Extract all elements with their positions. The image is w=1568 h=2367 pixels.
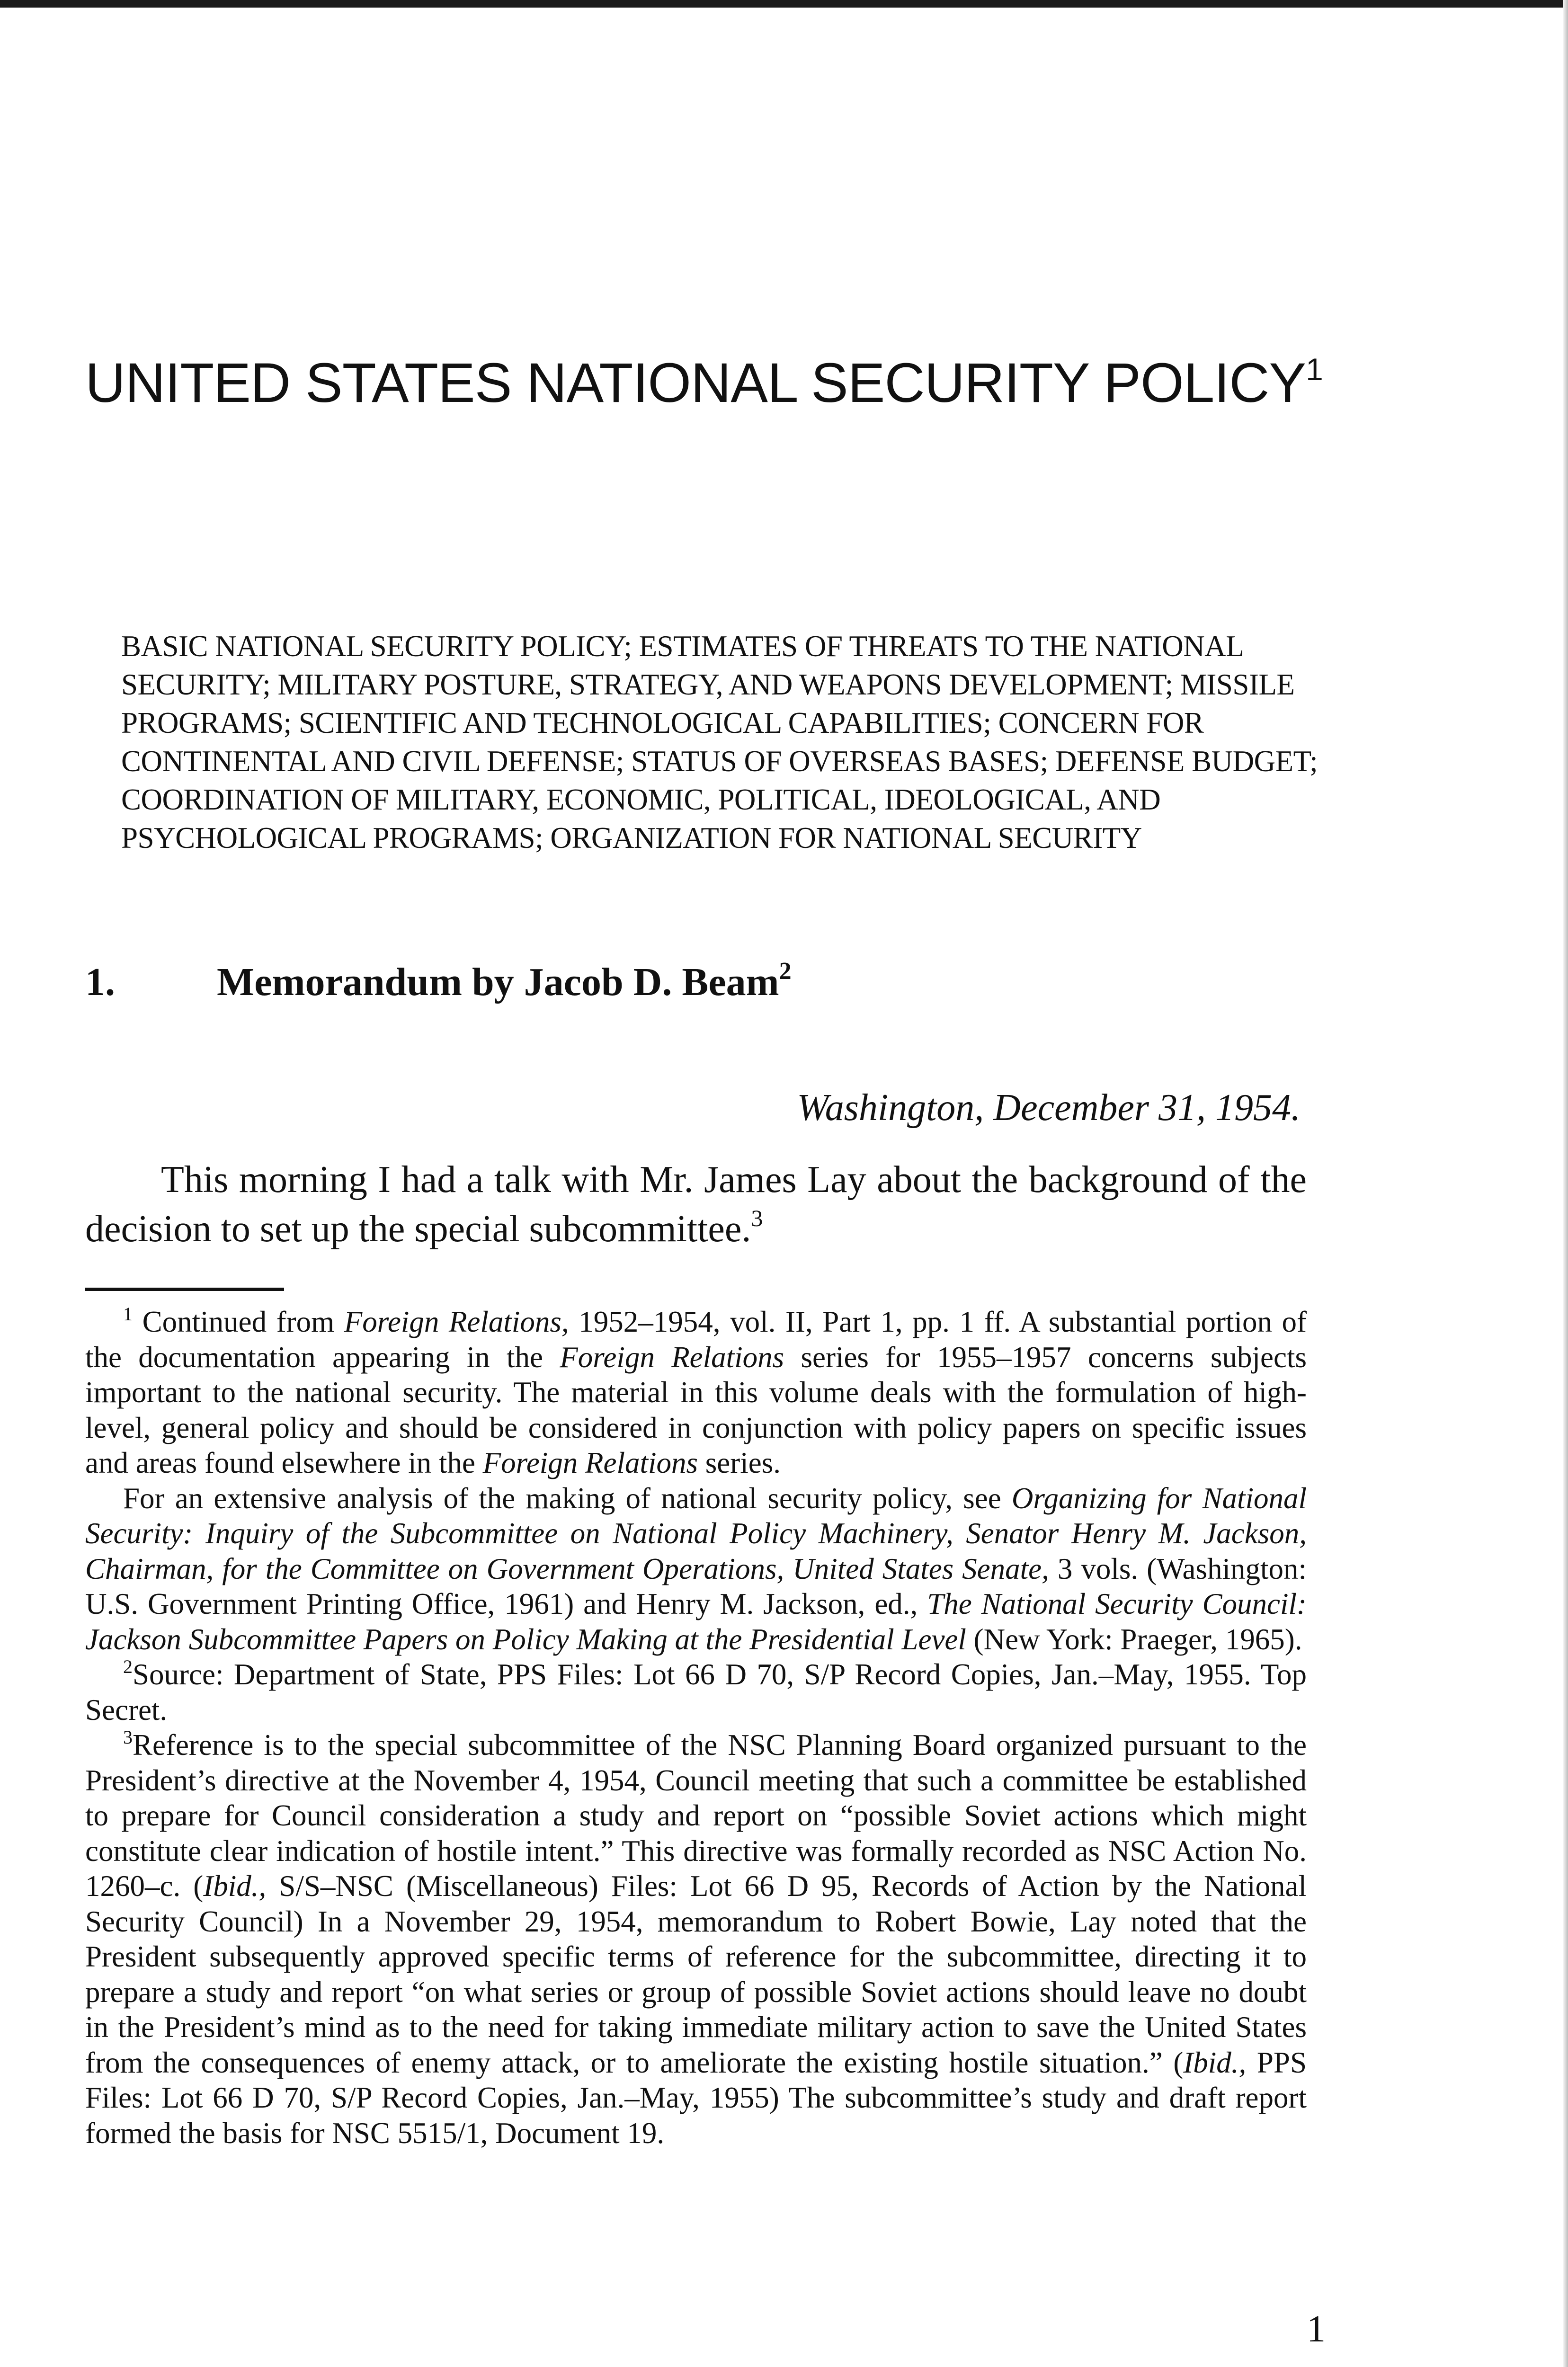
document-heading bbox=[85, 956, 1363, 1008]
footnote-1-text: (New York: Praeger, 1965). bbox=[966, 1622, 1302, 1656]
footnote-3-italic: Ibid., bbox=[1183, 2046, 1247, 2079]
memo-body bbox=[85, 1155, 1307, 1254]
footnote-1-volume: II bbox=[785, 1305, 805, 1338]
footnote-2-text: Source: Department of State, PPS Files: Lot 66 D 70, S/P Record Copies, Jan.–May, 1955. Top Secret. bbox=[85, 1658, 1307, 1726]
footnote-3 bbox=[85, 1727, 1307, 2151]
footnote-rule bbox=[85, 1288, 284, 1291]
page-number: 1 bbox=[1307, 2308, 1326, 2350]
body-footnote-ref: 3 bbox=[751, 1205, 763, 1231]
top-edge-rule bbox=[0, 0, 1568, 8]
footnote-2 bbox=[85, 1657, 1307, 1727]
footnote-1-italic: Foreign Relations bbox=[560, 1340, 784, 1374]
footnote-1-text: series. bbox=[698, 1446, 781, 1479]
chapter-title-text: UNITED STATES NATIONAL SECURITY POLICY bbox=[85, 352, 1306, 414]
footnote-1-marker: 1 bbox=[123, 1303, 133, 1325]
memo-body-text: This morning I had a talk with Mr. James Lay about the background of the decision to set up the special subcommittee. bbox=[85, 1159, 1307, 1250]
footnote-3-italic: Ibid., bbox=[203, 1869, 267, 1903]
footnote-1-text: series for 1955–1957 concerns subjects important to the national security. The material in this volume deals with the formulation of high-level, general policy and should be considered in conjunction with policy papers on specific issues and areas found elsewhere in the bbox=[85, 1340, 1307, 1479]
chapter-title bbox=[85, 350, 1363, 416]
footnote-3-text: Reference is to the special subcommittee of the NSC Planning Board organized pursuant to the President’s directive at the November 4, 1954, Council meeting that such a committee be established to prepare for Council consideration a study and report on “possible Soviet actions which might constitute clear indication of hostile intent.” This directive was formally recorded as NSC Action No. 1260–c. ( bbox=[85, 1728, 1307, 1903]
footnotes bbox=[85, 1304, 1307, 2151]
footnote-3-text: PPS Files: Lot 66 D 70, S/P Record Copies, Jan.–May, 1955) The subcommittee’s study and draft report formed the basis for NSC 5515/1, Document 19. bbox=[85, 2046, 1307, 2150]
footnote-1-text: 3 vols. (Washington: U.S. Government Printing Office, 1961) and Henry M. Jackson, ed., bbox=[85, 1552, 1307, 1620]
footnote-3-text: S/S–NSC (Miscellaneous) Files: Lot 66 D 95, Records of Action by the National Security Council) In a November 29, 1954, memorandum to Robert Bowie, Lay noted that the President subsequently approved specific terms of reference for the subcommittee, directing it to prepare a study and report “on what series or group of possible Soviet actions should leave no doubt in the President’s mind as to the need for taking immediate military action to save the United States from the consequences of enemy attack, or to ameliorate the existing hostile situation.” ( bbox=[85, 1869, 1307, 2079]
document-footnote-ref: 2 bbox=[779, 958, 792, 985]
footnote-1-text: Continued from bbox=[142, 1305, 344, 1338]
page-edge-shadow bbox=[1563, 0, 1568, 2367]
footnote-1-text: For an extensive analysis of the making of national security policy, see bbox=[123, 1481, 1012, 1515]
footnote-1-italic: Foreign Relations bbox=[482, 1446, 698, 1479]
footnote-2-marker: 2 bbox=[123, 1656, 133, 1677]
chapter-footnote-ref: 1 bbox=[1306, 352, 1323, 387]
footnote-1-text: 1952–1954, vol. bbox=[569, 1305, 785, 1338]
footnote-1 bbox=[85, 1304, 1307, 1481]
document-title: Memorandum by Jacob D. Beam bbox=[217, 960, 779, 1004]
footnote-1-paragraph-2 bbox=[85, 1481, 1307, 1657]
footnote-1-italic: Organizing for National Security: Inquiry of the Subcommittee on National Policy Machinery, Senator Henry M. Jackson, Chairman, for the Committee on Government Operations, United States Senate, bbox=[85, 1481, 1307, 1585]
document-number: 1. bbox=[85, 960, 115, 1004]
footnote-1-italic: Foreign Relations, bbox=[344, 1305, 569, 1338]
chapter-subjects: BASIC NATIONAL SECURITY POLICY; ESTIMATES OF THREATS TO THE NATIONAL SECURITY; MILITARY POSTURE, STRATEGY, AND WEAPONS DEVELOPMENT; MISSILE PROGRAMS; SCIENTIFIC AND TECHNOLOGICAL CAPABILITIES; CONCERN FOR CONTINENTAL AND CIVIL DEFENSE; STATUS OF OVERSEAS BASES; DEFENSE BUDGET; COORDINATION OF MILITARY, ECONOMIC, POLITICAL, IDEOLOGICAL, AND PSYCHOLOGICAL PROGRAMS; ORGANIZATION FOR NATIONAL SECURITY bbox=[121, 630, 1318, 854]
footnote-3-marker: 3 bbox=[123, 1726, 133, 1748]
footnote-1-italic: The National Security Council: Jackson Subcommittee Papers on Policy Making at the Presidential Level bbox=[85, 1587, 1307, 1656]
footnote-1-text: , Part 1, pp. 1 ff. A substantial portion of the documentation appearing in the bbox=[85, 1305, 1307, 1374]
dateline: Washington, December 31, 1954. bbox=[797, 1087, 1301, 1129]
